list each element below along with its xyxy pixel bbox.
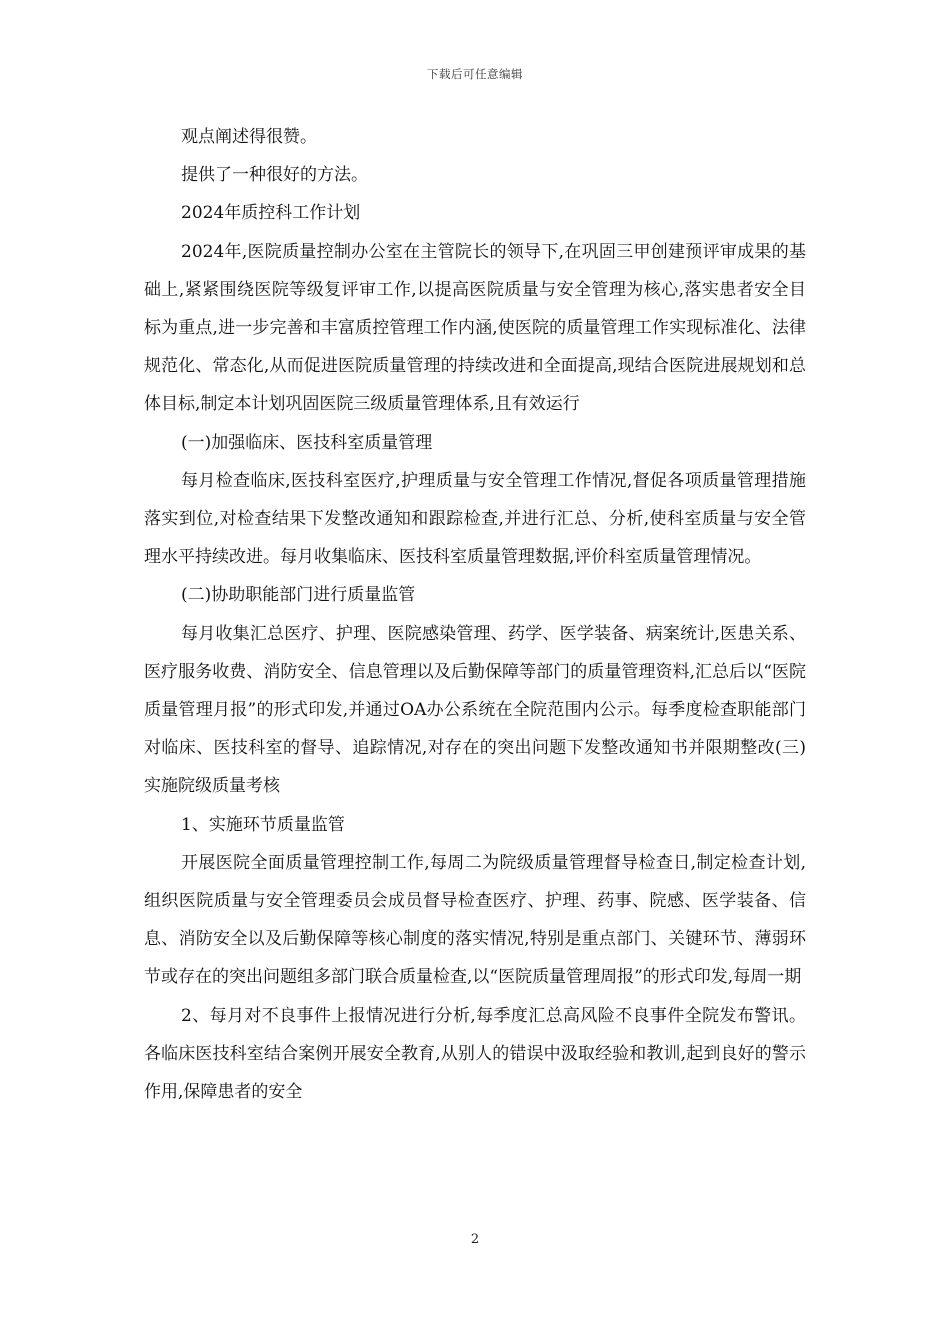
paragraph-item-2: 2、每月对不良事件上报情况进行分析,每季度汇总高风险不良事件全院发布警讯。各临床医技科室结合案例开展安全教育,从别人的错误中汲取经验和教训,起到良好的警示作用,保障患者的安全 [144, 1005, 806, 1103]
paragraph-1: 观点阐述得很赞。 [181, 127, 317, 147]
heading-section-1: (一)加强临床、医技科室质量管理 [181, 432, 433, 453]
paragraph-intro: 2024年,医院质量控制办公室在主管院长的领导下,在巩固三甲创建预评审成果的基础上,紧紧围绕医院等级复评审工作,以提高医院质量与安全管理为核心,落实患者安全目标为重点,进一步完善和丰富质控管理工作内涵,使医院的质量管理工作实现标准化、法律规范化、常态化,从而促进医院质量管理的持续改进和全面提高,现结合医院进展规划和总体目标,制定本计划巩固医院三级质量管理体系,且有效运行 [144, 241, 806, 415]
paragraph-section-1: 每月检查临床,医技科室医疗,护理质量与安全管理工作情况,督促各项质量管理措施落实到位,对检查结果下发整改通知和跟踪检查,并进行汇总、分析,使科室质量与安全管理水平持续改进。每月收集临床、医技科室质量管理数据,评价科室质量管理情况。 [144, 470, 806, 568]
section-title: 2024年质控科工作计划 [181, 203, 361, 224]
heading-item-1: 1、实施环节质量监管 [181, 814, 345, 835]
paragraph-item-1: 开展医院全面质量管理控制工作,每周二为院级质量管理督导检查日,制定检查计划,组织医院质量与安全管理委员会成员督导检查医疗、护理、药事、院感、医学装备、信息、消防安全以及后勤保障等核心制度的落实情况,特别是重点部门、关键环节、薄弱环节或存在的突出问题组多部门联合质量检查,以“医院质量管理周报”的形式印发,每周一期 [144, 852, 806, 988]
heading-section-2: (二)协助职能部门进行质量监管 [181, 585, 416, 606]
paragraph-2: 提供了一种很好的方法。 [181, 165, 368, 186]
page-header: 下载后可任意编辑 [427, 67, 523, 81]
paragraph-section-2: 每月收集汇总医疗、护理、医院感染管理、药学、医学装备、病案统计,医患关系、医疗服务收费、消防安全、信息管理以及后勤保障等部门的质量管理资料,汇总后以“医院质量管理月报”的形式印发,并通过OA办公系统在全院范围内公示。每季度检查职能部门对临床、医技科室的督导、追踪情况,对存在的突出问题下发整改通知书并限期整改(三)实施院级质量考核 [144, 623, 806, 797]
document-body [144, 118, 806, 1111]
page-number: 2 [470, 1232, 480, 1247]
